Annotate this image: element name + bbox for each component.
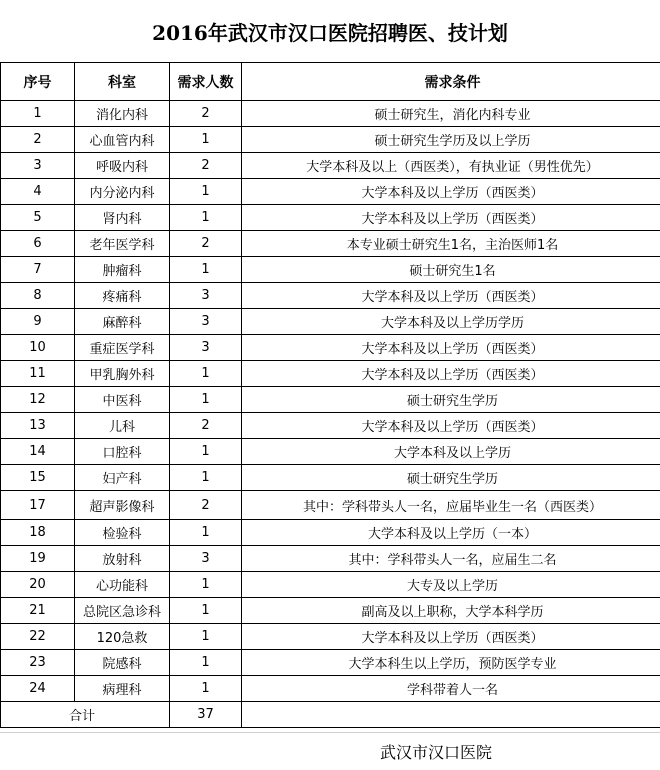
cell-dept: 甲乳胸外科 [75,361,170,387]
cell-no: 21 [1,598,75,624]
cell-dept: 呼吸内科 [75,153,170,179]
cell-count: 3 [170,335,242,361]
cell-dept: 儿科 [75,413,170,439]
cell-no: 10 [1,335,75,361]
cell-requirements: 副高及以上职称，大学本科学历 [242,598,660,624]
cell-dept: 病理科 [75,676,170,702]
table-row [1,283,660,309]
cell-no: 3 [1,153,75,179]
cell-dept: 老年医学科 [75,231,170,257]
footer [0,732,660,770]
recruitment-table [0,62,660,728]
cell-requirements: 硕士研究生学历 [242,465,660,491]
cell-dept: 心功能科 [75,572,170,598]
cell-requirements: 大专及以上学历 [242,572,660,598]
table-row [1,153,660,179]
table-row [1,361,660,387]
cell-dept: 心血管内科 [75,127,170,153]
cell-count: 1 [170,205,242,231]
cell-no: 24 [1,676,75,702]
cell-requirements: 其中：学科带头人一名，应届生二名 [242,546,660,572]
table-row [1,491,660,520]
cell-count: 3 [170,309,242,335]
cell-requirements: 本专业硕士研究生1名，主治医师1名 [242,231,660,257]
table-row [1,387,660,413]
table-row [1,572,660,598]
cell-count: 3 [170,546,242,572]
table-row [1,127,660,153]
cell-no: 1 [1,101,75,127]
cell-count: 1 [170,361,242,387]
cell-count: 1 [170,387,242,413]
cell-dept: 重症医学科 [75,335,170,361]
cell-requirements: 大学本科及以上学历（一本） [242,520,660,546]
table-row [1,650,660,676]
table-row [1,101,660,127]
table-row [1,439,660,465]
cell-count: 1 [170,179,242,205]
header-count: 需求人数 [170,63,242,101]
table-row [1,179,660,205]
cell-no: 2 [1,127,75,153]
table-row [1,257,660,283]
header-dept: 科室 [75,63,170,101]
cell-requirements: 大学本科及以上学历学历 [242,309,660,335]
cell-count: 3 [170,283,242,309]
cell-requirements: 大学本科及以上学历（西医类） [242,205,660,231]
cell-requirements: 大学本科及以上学历（西医类） [242,283,660,309]
cell-dept: 超声影像科 [75,491,170,520]
cell-no: 11 [1,361,75,387]
cell-no: 14 [1,439,75,465]
cell-dept: 中医科 [75,387,170,413]
cell-no: 18 [1,520,75,546]
table-row [1,413,660,439]
cell-count: 1 [170,127,242,153]
cell-count: 1 [170,598,242,624]
header-requirements: 需求条件 [242,63,660,101]
cell-dept: 口腔科 [75,439,170,465]
cell-no: 19 [1,546,75,572]
footer-hospital-name: 武汉市汉口医院 [380,743,493,762]
cell-requirements: 大学本科及以上学历（西医类） [242,413,660,439]
cell-no: 15 [1,465,75,491]
cell-dept: 消化内科 [75,101,170,127]
table-row [1,598,660,624]
cell-requirements: 其中：学科带头人一名，应届毕业生一名（西医类） [242,491,660,520]
cell-requirements: 大学本科及以上（西医类），有执业证（男性优先） [242,153,660,179]
cell-count: 2 [170,231,242,257]
total-row [1,702,660,728]
cell-requirements: 学科带着人一名 [242,676,660,702]
cell-requirements: 硕士研究生学历 [242,387,660,413]
cell-dept: 肿瘤科 [75,257,170,283]
cell-requirements: 大学本科及以上学历（西医类） [242,361,660,387]
cell-dept: 检验科 [75,520,170,546]
cell-dept: 妇产科 [75,465,170,491]
footer-divider [0,732,660,733]
cell-no: 12 [1,387,75,413]
cell-dept: 内分泌内科 [75,179,170,205]
cell-dept: 疼痛科 [75,283,170,309]
cell-count: 1 [170,624,242,650]
cell-count: 1 [170,520,242,546]
header-no: 序号 [1,63,75,101]
cell-no: 20 [1,572,75,598]
table-row [1,465,660,491]
cell-no: 23 [1,650,75,676]
table-row [1,624,660,650]
cell-count: 2 [170,491,242,520]
table-header-row [1,63,660,101]
table-row [1,231,660,257]
table-row [1,676,660,702]
cell-count: 1 [170,439,242,465]
cell-count: 1 [170,572,242,598]
cell-requirements: 硕士研究生1名 [242,257,660,283]
cell-no: 8 [1,283,75,309]
table-row [1,520,660,546]
cell-no: 5 [1,205,75,231]
document-title: 2016年武汉市汉口医院招聘医、技计划 [0,0,660,63]
cell-dept: 院感科 [75,650,170,676]
cell-no: 13 [1,413,75,439]
cell-dept: 120急救 [75,624,170,650]
total-value: 37 [170,702,242,728]
cell-no: 4 [1,179,75,205]
cell-dept: 麻醉科 [75,309,170,335]
cell-count: 1 [170,465,242,491]
total-label: 合计 [1,702,170,728]
cell-no: 6 [1,231,75,257]
cell-requirements: 硕士研究生，消化内科专业 [242,101,660,127]
cell-requirements: 硕士研究生学历及以上学历 [242,127,660,153]
cell-no: 7 [1,257,75,283]
cell-no: 17 [1,491,75,520]
cell-dept: 总院区急诊科 [75,598,170,624]
cell-requirements: 大学本科及以上学历 [242,439,660,465]
cell-requirements: 大学本科生以上学历，预防医学专业 [242,650,660,676]
cell-requirements: 大学本科及以上学历（西医类） [242,179,660,205]
cell-count: 2 [170,413,242,439]
cell-count: 2 [170,101,242,127]
table-row [1,205,660,231]
table-row [1,546,660,572]
cell-count: 1 [170,650,242,676]
cell-requirements: 大学本科及以上学历（西医类） [242,335,660,361]
table-row [1,335,660,361]
cell-dept: 肾内科 [75,205,170,231]
total-empty [242,702,660,728]
cell-count: 1 [170,676,242,702]
cell-count: 1 [170,257,242,283]
cell-no: 22 [1,624,75,650]
cell-dept: 放射科 [75,546,170,572]
cell-requirements: 大学本科及以上学历（西医类） [242,624,660,650]
table-row [1,309,660,335]
cell-no: 9 [1,309,75,335]
cell-count: 2 [170,153,242,179]
